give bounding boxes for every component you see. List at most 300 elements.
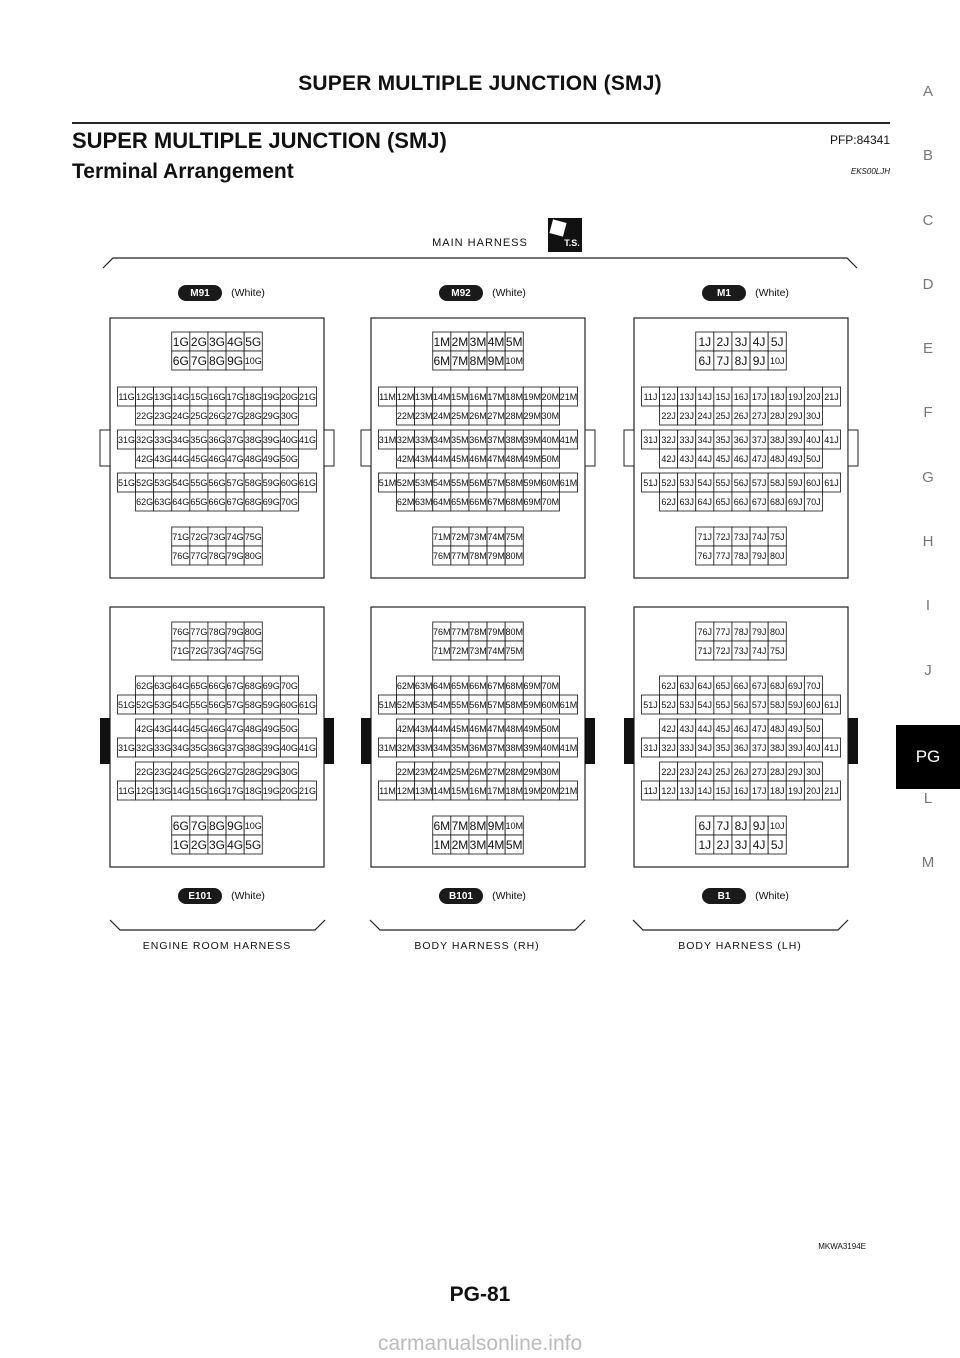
terminal-1-b: 24G xyxy=(172,767,190,777)
terminal-1-t: 46G xyxy=(208,454,226,464)
terminal-1-t: 57G xyxy=(226,478,244,488)
terminal-2-b: 2M xyxy=(451,838,469,852)
bottom-connector-2-code: B101 xyxy=(449,891,473,902)
terminal-2-t: 58M xyxy=(505,478,523,488)
terminal-1-t: 45G xyxy=(190,454,208,464)
top-left-tab-1 xyxy=(100,430,110,466)
terminal-1-t: 22G xyxy=(136,411,154,421)
side-index-f[interactable]: F xyxy=(923,404,933,422)
terminal-3-b: 69J xyxy=(788,681,803,691)
terminal-3-t: 5J xyxy=(770,335,784,349)
terminal-2-t: 37M xyxy=(487,435,505,445)
bottom-label-2: BODY HARNESS (RH) xyxy=(414,940,540,952)
terminal-3-t: 30J xyxy=(806,411,821,421)
terminal-1-t: 64G xyxy=(172,497,190,507)
terminal-2-t: 46M xyxy=(469,454,487,464)
terminal-2-t: 69M xyxy=(523,497,542,507)
bottom-connector-1-color: (White) xyxy=(231,890,265,902)
terminal-3-t: 78J xyxy=(733,551,749,561)
terminal-2-b: 15M xyxy=(451,786,469,796)
terminal-1-t: 58G xyxy=(244,478,262,488)
terminal-2-b: 54M xyxy=(433,700,451,710)
terminal-1-t: 35G xyxy=(190,435,208,445)
terminal-2-b: 18M xyxy=(505,786,523,796)
terminal-2-t: 78M xyxy=(469,551,487,561)
terminal-1-b: 68G xyxy=(244,681,262,691)
terminal-2-t: 25M xyxy=(451,411,469,421)
terminal-1-b: 18G xyxy=(244,786,262,796)
terminal-2-t: 50M xyxy=(541,454,560,464)
bottom-connector-3-color: (White) xyxy=(755,890,789,902)
side-index-d[interactable]: D xyxy=(922,275,934,293)
terminal-1-b: 30G xyxy=(280,767,298,777)
terminal-1-b: 14G xyxy=(172,786,190,796)
terminal-3-b: 80J xyxy=(769,627,785,637)
terminal-3-t: 20J xyxy=(806,392,821,402)
terminal-3-t: 58J xyxy=(769,478,785,488)
side-index-pg[interactable]: PG xyxy=(896,725,960,789)
side-index-b[interactable]: B xyxy=(922,147,933,165)
terminal-1-b: 64G xyxy=(172,681,190,691)
terminal-3-b: 70J xyxy=(806,681,821,691)
terminal-3-b: 15J xyxy=(715,786,731,796)
terminal-2-b: 7M xyxy=(451,819,469,833)
terminal-3-t: 55J xyxy=(715,478,731,488)
terminal-1-b: 59G xyxy=(262,700,280,710)
terminal-3-t: 68J xyxy=(769,497,785,507)
terminal-1-t: 2G xyxy=(190,335,207,349)
terminal-3-t: 65J xyxy=(715,497,731,507)
terminal-1-t: 72G xyxy=(190,532,208,542)
terminal-3-t: 60J xyxy=(806,478,821,488)
terminal-1-b: 53G xyxy=(154,700,172,710)
terminal-2-b: 48M xyxy=(505,724,523,734)
terminal-1-b: 38G xyxy=(244,743,262,753)
terminal-3-b: 16J xyxy=(733,786,749,796)
terminal-2-b: 25M xyxy=(451,767,469,777)
terminal-3-b: 48J xyxy=(769,724,785,734)
bottom-left-tab-3 xyxy=(624,718,634,764)
top-connector-1-code: M91 xyxy=(190,288,210,299)
terminal-1-t: 32G xyxy=(136,435,154,445)
terminal-2-b: 61M xyxy=(559,700,578,710)
terminal-2-t: 56M xyxy=(469,478,487,488)
side-index-g[interactable]: G xyxy=(922,468,934,486)
terminal-2-t: 45M xyxy=(451,454,469,464)
terminal-1-t: 77G xyxy=(190,551,208,561)
terminal-3-t: 33J xyxy=(679,435,694,445)
terminal-3-b: 11J xyxy=(643,786,658,796)
terminal-1-b: 47G xyxy=(226,724,244,734)
terminal-3-b: 71J xyxy=(697,646,713,656)
bottom-bracket-1 xyxy=(110,920,325,930)
terminal-2-t: 80M xyxy=(505,551,523,561)
terminal-2-b: 53M xyxy=(414,700,433,710)
side-index-c[interactable]: C xyxy=(922,211,934,229)
side-index-i[interactable]: I xyxy=(925,597,931,615)
terminal-3-t: 79J xyxy=(751,551,767,561)
terminal-1-t: 62G xyxy=(136,497,154,507)
side-index-a[interactable]: A xyxy=(922,83,933,100)
terminal-1-b: 36G xyxy=(208,743,226,753)
terminal-1-t: 55G xyxy=(190,478,208,488)
terminal-2-b: 20M xyxy=(541,786,560,796)
terminal-2-b: 34M xyxy=(433,743,451,753)
terminal-1-t: 1G xyxy=(172,335,189,349)
terminal-2-t: 28M xyxy=(505,411,523,421)
top-connector-2-code: M92 xyxy=(451,288,471,299)
terminal-2-b: 8M xyxy=(469,819,487,833)
terminal-1-b: 76G xyxy=(172,627,190,637)
terminal-2-b: 27M xyxy=(487,767,505,777)
terminal-2-t: 15M xyxy=(451,392,469,402)
terminal-2-b: 14M xyxy=(433,786,451,796)
main-harness-label: MAIN HARNESS xyxy=(432,237,528,249)
terminal-2-t: 76M xyxy=(433,551,451,561)
terminal-3-b: 58J xyxy=(769,700,785,710)
terminal-2-t: 68M xyxy=(505,497,523,507)
terminal-1-t: 59G xyxy=(262,478,280,488)
terminal-3-b: 73J xyxy=(733,646,749,656)
terminal-2-b: 29M xyxy=(523,767,542,777)
terminal-2-t: 64M xyxy=(433,497,451,507)
terminal-2-b: 17M xyxy=(487,786,505,796)
terminal-1-b: 1G xyxy=(172,838,189,852)
terminal-3-b: 78J xyxy=(733,627,749,637)
terminal-1-b: 34G xyxy=(172,743,190,753)
terminal-3-b: 1J xyxy=(698,838,712,852)
terminal-2-b: 51M xyxy=(378,700,397,710)
terminal-1-b: 20G xyxy=(280,786,298,796)
terminal-3-b: 34J xyxy=(697,743,713,753)
terminal-1-t: 44G xyxy=(172,454,190,464)
terminal-1-b: 49G xyxy=(262,724,280,734)
terminal-3-t: 8J xyxy=(734,354,748,368)
terminal-3-t: 48J xyxy=(769,454,785,464)
terminal-1-t: 9G xyxy=(227,354,244,368)
top-left-tab-2 xyxy=(361,430,371,466)
terminal-3-b: 40J xyxy=(806,743,821,753)
terminal-2-b: 42M xyxy=(396,724,415,734)
terminal-2-t: 35M xyxy=(451,435,469,445)
terminal-1-t: 67G xyxy=(226,497,244,507)
terminal-3-t: 80J xyxy=(769,551,785,561)
top-right-tab-2 xyxy=(585,430,595,466)
terminal-3-b: 18J xyxy=(769,786,785,796)
terminal-3-b: 46J xyxy=(733,724,749,734)
terminal-3-b: 26J xyxy=(733,767,749,777)
terminal-1-t: 79G xyxy=(226,551,244,561)
section-code: EKS00LJH xyxy=(850,167,890,176)
terminal-2-t: 39M xyxy=(523,435,542,445)
terminal-1-t: 28G xyxy=(244,411,262,421)
terminal-3-b: 76J xyxy=(697,627,713,637)
terminal-2-t: 73M xyxy=(469,532,487,542)
terminal-2-b: 67M xyxy=(487,681,505,691)
terminal-1-t: 39G xyxy=(262,435,280,445)
terminal-2-b: 10M xyxy=(505,821,523,831)
terminal-1-b: 10G xyxy=(244,821,262,831)
terminal-2-b: 28M xyxy=(505,767,523,777)
bottom-right-tab-1 xyxy=(324,718,334,764)
bottom-bracket-2 xyxy=(370,920,585,930)
terminal-3-t: 42J xyxy=(661,454,676,464)
terminal-2-t: 42M xyxy=(396,454,415,464)
terminal-2-t: 32M xyxy=(396,435,415,445)
terminal-1-b: 45G xyxy=(190,724,208,734)
terminal-1-b: 5G xyxy=(245,838,262,852)
side-index-e[interactable]: E xyxy=(922,340,933,358)
terminal-2-b: 71M xyxy=(433,646,451,656)
bottom-left-tab-1 xyxy=(100,718,110,764)
terminal-2-b: 73M xyxy=(469,646,487,656)
terminal-2-b: 50M xyxy=(541,724,560,734)
terminal-2-b: 64M xyxy=(433,681,451,691)
terminal-3-t: 59J xyxy=(788,478,803,488)
terminal-1-b: 56G xyxy=(208,700,226,710)
terminal-2-b: 65M xyxy=(451,681,469,691)
terminal-3-t: 49J xyxy=(788,454,803,464)
terminal-2-b: 49M xyxy=(523,724,542,734)
terminal-1-t: 27G xyxy=(226,411,244,421)
terminal-2-t: 5M xyxy=(505,335,523,349)
terminal-1-b: 11G xyxy=(118,786,135,796)
terminal-3-b: 4J xyxy=(752,838,766,852)
pfp-code: PFP:84341 xyxy=(829,133,890,147)
terminal-1-t: 75G xyxy=(244,532,262,542)
terminal-3-t: 38J xyxy=(769,435,785,445)
terminal-2-t: 17M xyxy=(487,392,505,402)
terminal-3-t: 72J xyxy=(715,532,731,542)
terminal-2-b: 60M xyxy=(541,700,560,710)
terminal-3-t: 45J xyxy=(715,454,731,464)
terminal-1-b: 16G xyxy=(208,786,226,796)
terminal-2-t: 11M xyxy=(379,392,396,402)
terminal-3-t: 52J xyxy=(661,478,676,488)
terminal-1-t: 43G xyxy=(154,454,172,464)
terminal-3-b: 75J xyxy=(769,646,785,656)
terminal-1-t: 68G xyxy=(244,497,262,507)
terminal-3-t: 19J xyxy=(788,392,803,402)
terminal-2-t: 22M xyxy=(396,411,415,421)
terminal-1-b: 2G xyxy=(190,838,207,852)
terminal-3-b: 63J xyxy=(679,681,694,691)
terminal-1-t: 74G xyxy=(226,532,244,542)
terminal-3-t: 25J xyxy=(715,411,731,421)
terminal-1-b: 57G xyxy=(226,700,244,710)
terminal-1-b: 26G xyxy=(208,767,226,777)
terminal-2-b: 4M xyxy=(487,838,505,852)
terminal-2-t: 26M xyxy=(469,411,487,421)
page-number: PG-81 xyxy=(449,1283,511,1306)
terminal-2-t: 71M xyxy=(433,532,451,542)
terminal-3-b: 54J xyxy=(697,700,713,710)
terminal-1-b: 41G xyxy=(298,743,317,753)
side-index-j[interactable]: J xyxy=(924,661,932,679)
terminal-1-t: 34G xyxy=(172,435,190,445)
terminal-3-t: 3J xyxy=(734,335,748,349)
terminal-1-b: 22G xyxy=(136,767,154,777)
terminal-3-t: 7J xyxy=(716,354,730,368)
terminal-1-b: 61G xyxy=(298,700,317,710)
terminal-1-t: 33G xyxy=(154,435,172,445)
terminal-1-b: 44G xyxy=(172,724,190,734)
terminal-2-t: 75M xyxy=(505,532,523,542)
terminal-1-t: 8G xyxy=(208,354,226,368)
terminal-2-b: 12M xyxy=(396,786,415,796)
terminal-2-t: 7M xyxy=(451,354,469,368)
terminal-1-b: 51G xyxy=(117,700,136,710)
terminal-3-b: 19J xyxy=(788,786,803,796)
terminal-2-t: 61M xyxy=(559,478,578,488)
terminal-1-b: 75G xyxy=(244,646,262,656)
terminal-1-t: 12G xyxy=(136,392,154,402)
terminal-1-b: 25G xyxy=(190,767,208,777)
terminal-3-b: 57J xyxy=(751,700,767,710)
terminal-1-t: 6G xyxy=(172,354,189,368)
terminal-1-t: 37G xyxy=(226,435,244,445)
terminal-3-b: 64J xyxy=(697,681,713,691)
terminal-3-b: 79J xyxy=(751,627,767,637)
terminal-2-t: 2M xyxy=(451,335,469,349)
terminal-1-t: 20G xyxy=(280,392,298,402)
terminal-2-t: 4M xyxy=(487,335,505,349)
terminal-1-b: 78G xyxy=(208,627,226,637)
terminal-2-b: 36M xyxy=(469,743,487,753)
terminal-2-t: 13M xyxy=(414,392,433,402)
terminal-3-b: 17J xyxy=(751,786,767,796)
terminal-3-b: 20J xyxy=(806,786,821,796)
terminal-2-t: 54M xyxy=(433,478,451,488)
figure-code: MKWA3194E xyxy=(818,1242,866,1251)
terminal-2-t: 40M xyxy=(541,435,560,445)
terminal-2-b: 46M xyxy=(469,724,487,734)
terminal-1-t: 52G xyxy=(136,478,154,488)
terminal-1-t: 53G xyxy=(154,478,172,488)
terminal-1-t: 48G xyxy=(244,454,262,464)
terminal-1-t: 38G xyxy=(244,435,262,445)
terminal-1-b: 58G xyxy=(244,700,262,710)
terminal-2-b: 75M xyxy=(505,646,523,656)
terminal-3-t: 4J xyxy=(752,335,766,349)
terminal-2-t: 38M xyxy=(505,435,523,445)
terminal-3-b: 42J xyxy=(661,724,676,734)
terminal-3-t: 12J xyxy=(661,392,676,402)
terminal-2-b: 32M xyxy=(396,743,415,753)
terminal-1-b: 67G xyxy=(226,681,244,691)
terminal-2-b: 35M xyxy=(451,743,469,753)
terminal-2-b: 19M xyxy=(523,786,542,796)
terminal-3-b: 77J xyxy=(715,627,731,637)
terminal-2-b: 57M xyxy=(487,700,505,710)
terminal-2-b: 11M xyxy=(379,786,396,796)
terminal-1-b: 66G xyxy=(208,681,226,691)
terminal-3-t: 50J xyxy=(806,454,821,464)
terminal-3-t: 43J xyxy=(679,454,694,464)
terminal-2-t: 23M xyxy=(414,411,433,421)
terminal-3-b: 62J xyxy=(661,681,676,691)
bottom-connector-2-color: (White) xyxy=(492,890,526,902)
terminal-2-t: 19M xyxy=(523,392,542,402)
terminal-3-t: 66J xyxy=(733,497,749,507)
side-index-m[interactable]: M xyxy=(921,854,935,872)
bottom-connector-3-code: B1 xyxy=(717,891,731,902)
terminal-1-b: 19G xyxy=(262,786,280,796)
terminal-1-b: 23G xyxy=(154,767,172,777)
terminal-2-b: 13M xyxy=(414,786,433,796)
side-index-l[interactable]: L xyxy=(923,789,933,807)
terminal-3-t: 6J xyxy=(698,354,712,368)
terminal-3-t: 74J xyxy=(751,532,767,542)
terminal-1-b: 74G xyxy=(226,646,244,656)
terminal-1-t: 66G xyxy=(208,497,226,507)
terminal-1-b: 13G xyxy=(154,786,172,796)
terminal-1-t: 49G xyxy=(262,454,280,464)
terminal-2-t: 66M xyxy=(469,497,487,507)
terminal-3-b: 39J xyxy=(788,743,803,753)
terminal-1-t: 15G xyxy=(190,392,208,402)
bottom-bracket-3 xyxy=(633,920,848,930)
terminal-3-b: 23J xyxy=(679,767,694,777)
side-index-h[interactable]: H xyxy=(922,533,934,551)
terminal-3-b: 9J xyxy=(752,819,766,833)
terminal-3-t: 69J xyxy=(788,497,803,507)
terminal-3-b: 65J xyxy=(715,681,731,691)
terminal-2-t: 20M xyxy=(541,392,560,402)
terminal-3-b: 66J xyxy=(733,681,749,691)
terminal-1-b: 65G xyxy=(190,681,208,691)
terminal-2-b: 41M xyxy=(559,743,578,753)
terminal-3-b: 52J xyxy=(661,700,676,710)
terminal-3-t: 39J xyxy=(788,435,803,445)
terminal-2-b: 38M xyxy=(505,743,523,753)
terminal-2-t: 3M xyxy=(469,335,487,349)
terminal-2-b: 47M xyxy=(487,724,505,734)
terminal-3-b: 49J xyxy=(788,724,803,734)
terminal-3-t: 2J xyxy=(716,335,730,349)
terminal-2-b: 79M xyxy=(487,627,505,637)
terminal-2-t: 52M xyxy=(396,478,415,488)
terminal-1-b: 73G xyxy=(208,646,226,656)
terminal-1-t: 65G xyxy=(190,497,208,507)
top-right-tab-3 xyxy=(848,430,858,466)
top-right-tab-1 xyxy=(324,430,334,466)
terminal-1-b: 50G xyxy=(280,724,298,734)
terminal-3-b: 25J xyxy=(715,767,731,777)
terminal-1-b: 37G xyxy=(226,743,244,753)
terminal-2-b: 62M xyxy=(396,681,415,691)
terminal-2-t: 79M xyxy=(487,551,505,561)
terminal-1-t: 11G xyxy=(118,392,135,402)
terminal-3-t: 36J xyxy=(733,435,749,445)
terminal-3-t: 15J xyxy=(715,392,731,402)
terminal-1-b: 62G xyxy=(136,681,154,691)
terminal-1-t: 69G xyxy=(262,497,280,507)
terminal-2-t: 57M xyxy=(487,478,505,488)
terminal-1-b: 35G xyxy=(190,743,208,753)
terminal-1-b: 72G xyxy=(190,646,208,656)
terminal-1-t: 17G xyxy=(226,392,244,402)
terminal-1-b: 55G xyxy=(190,700,208,710)
terminal-1-t: 73G xyxy=(208,532,226,542)
terminal-1-b: 46G xyxy=(208,724,226,734)
terminal-3-b: 22J xyxy=(661,767,676,777)
terminal-3-b: 37J xyxy=(751,743,767,753)
terminal-2-b: 69M xyxy=(523,681,542,691)
terminal-3-b: 43J xyxy=(679,724,694,734)
terminal-1-t: 78G xyxy=(208,551,226,561)
bottom-connector-1-code: E101 xyxy=(188,891,212,902)
